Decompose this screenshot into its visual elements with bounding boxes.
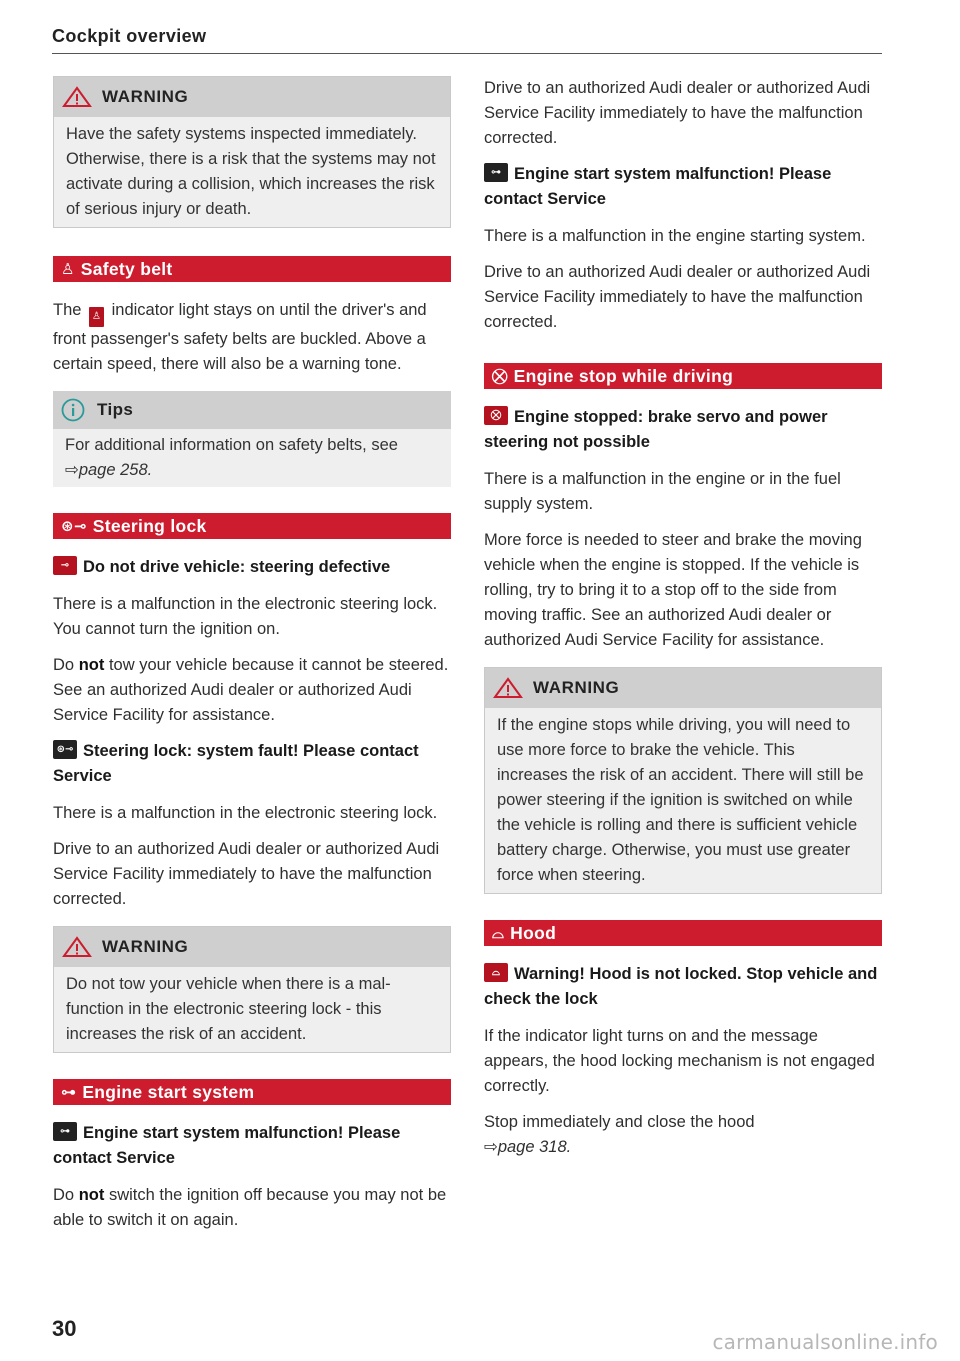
page-title: Cockpit overview: [52, 26, 882, 54]
message-text: Engine stopped: brake servo and power steering not possible: [484, 408, 828, 451]
safety-belt-indicator-icon: ♙: [89, 307, 104, 327]
safety-belt-paragraph: [53, 298, 451, 377]
engine-stop-indicator-icon: ⛒: [484, 406, 508, 425]
warning-box-safety-systems: [53, 76, 451, 228]
paragraph: There is a malfunction in the engine or in the fuel supply system.: [484, 470, 841, 513]
text: indicator light stays on until the driver's and front passenger's safety belts are buckled. Above a certain speed, there will also be a warning tone.: [53, 301, 427, 373]
warning-label: WARNING: [102, 937, 189, 956]
hood-indicator-icon: ⌓: [484, 963, 508, 982]
warning-label: WARNING: [102, 87, 189, 106]
emphasis: not: [78, 1186, 105, 1204]
section-header-engine-start: [53, 1079, 451, 1105]
warning-text: If the engine stops while driving, you will need to use more force to brake the vehicle. This increases the risk of an accident. There will still be power steering if the ignition is switched on while the vehicle is rolling and there is sufficient vehicle battery charge. Otherwise, you must use greater force when steering.: [497, 716, 864, 884]
section-title: Engine stop while driving: [513, 365, 734, 386]
warning-triangle-icon: [493, 677, 523, 699]
paragraph: [53, 653, 451, 728]
paragraph: [484, 1110, 882, 1160]
warning-text: Do not tow your vehicle when there is a malfunction in the electronic steering lock - this increases the risk of an accident.: [66, 975, 391, 1043]
section-header-engine-stop: [484, 363, 882, 389]
engine-stop-icon: ⛒: [492, 367, 508, 385]
message-engine-start-malfunction: [484, 162, 882, 212]
text: tow your vehicle because it cannot be steered. See an authorized Audi dealer or authorized Audi Service Facility for assistance.: [53, 656, 449, 724]
steering-lock-indicator-icon: ⊸: [53, 556, 77, 575]
tips-header: [53, 391, 451, 429]
section-header-safety-belt: [53, 256, 451, 282]
message-engine-stopped: [484, 405, 882, 455]
section-title: Steering lock: [92, 515, 207, 536]
text: switch the ignition off because you may not be able to switch it on again.: [53, 1186, 447, 1229]
text: Stop immediately and close the hood: [484, 1113, 755, 1131]
message-steering-defective: [53, 555, 451, 580]
paragraph: Drive to an authorized Audi dealer or authorized Audi Service Facility immediately to have the malfunction corrected.: [484, 79, 871, 147]
paragraph: Drive to an authorized Audi dealer or authorized Audi Service Facility immediately to have the malfunction corrected.: [484, 263, 871, 331]
paragraph: If the indicator light turns on and the message appears, the hood locking mechanism is not engaged correctly.: [484, 1027, 875, 1095]
safety-belt-icon: ♙: [61, 261, 75, 278]
tips-box: [53, 391, 451, 487]
section-title: Safety belt: [80, 258, 173, 279]
key-indicator-icon: ⊶: [484, 163, 508, 182]
message-text: Do not drive vehicle: steering defective: [83, 558, 391, 576]
tips-body: [53, 429, 451, 487]
page-reference-link[interactable]: ⇨page 258.: [65, 461, 153, 479]
text: For additional information on safety belts, see: [65, 436, 398, 454]
steering-lock-indicator-icon: ⊛⊸: [53, 740, 77, 759]
warning-triangle-icon: [62, 936, 92, 958]
warning-header: [54, 927, 450, 967]
section-header-hood: [484, 920, 882, 946]
key-icon: ⊶: [61, 1084, 77, 1101]
page-reference-link[interactable]: ⇨page 318.: [484, 1138, 572, 1156]
warning-body: [54, 117, 450, 227]
paragraph: Drive to an authorized Audi dealer or authorized Audi Service Facility immediately to have the malfunction corrected.: [53, 840, 440, 908]
message-text: Warning! Hood is not locked. Stop vehicle and check the lock: [484, 965, 878, 1008]
watermark: carmanualsonline.info: [712, 1330, 938, 1354]
section-title: Engine start system: [82, 1081, 255, 1102]
tips-label: Tips: [97, 400, 134, 419]
message-text: Engine start system malfunction! Please contact Service: [53, 1124, 401, 1167]
message-hood-not-locked: [484, 962, 882, 1012]
warning-label: WARNING: [533, 678, 620, 697]
warning-box-steering-lock: [53, 926, 451, 1053]
message-text: Steering lock: system fault! Please contact Service: [53, 742, 419, 785]
warning-text: Have the safety systems inspected immediately. Otherwise, there is a risk that the systems may not activate during a collision, which increases the risk of serious injury or death.: [66, 125, 436, 218]
page-number: 30: [52, 1316, 77, 1341]
steering-lock-icon: ⊛⊸: [61, 518, 87, 535]
message-steering-fault: [53, 739, 451, 789]
message-text: Engine start system malfunction! Please contact Service: [484, 165, 832, 208]
paragraph: There is a malfunction in the electronic steering lock.: [53, 804, 438, 822]
left-column: [53, 76, 451, 1244]
warning-body: [54, 967, 450, 1052]
tips-text: [65, 433, 439, 483]
section-title: Hood: [510, 922, 557, 943]
warning-header: [54, 77, 450, 117]
text: The: [53, 301, 82, 319]
paragraph: There is a malfunction in the electronic steering lock. You cannot turn the ignition on.: [53, 595, 438, 638]
warning-triangle-icon: [62, 86, 92, 108]
paragraph: More force is needed to steer and brake the moving vehicle when the engine is stopped. If the vehicle is rolling, try to bring it to a stop off to the side from moving traffic. See an authorized Audi dealer or authorized Audi Service Facility for assistance.: [484, 531, 862, 649]
right-column: [484, 76, 882, 1171]
key-indicator-icon: ⊶: [53, 1122, 77, 1141]
paragraph: [53, 1183, 451, 1233]
warning-header: [485, 668, 881, 708]
text: Do: [53, 1186, 75, 1204]
paragraph: There is a malfunction in the engine starting system.: [484, 227, 866, 245]
warning-body: [485, 708, 881, 893]
hood-icon: ⌓: [492, 924, 505, 942]
emphasis: not: [78, 656, 105, 674]
message-engine-start-malfunction: [53, 1121, 451, 1171]
warning-box-engine-stop: [484, 667, 882, 894]
section-header-steering-lock: [53, 513, 451, 539]
text: Do: [53, 656, 75, 674]
info-icon: [61, 398, 85, 422]
